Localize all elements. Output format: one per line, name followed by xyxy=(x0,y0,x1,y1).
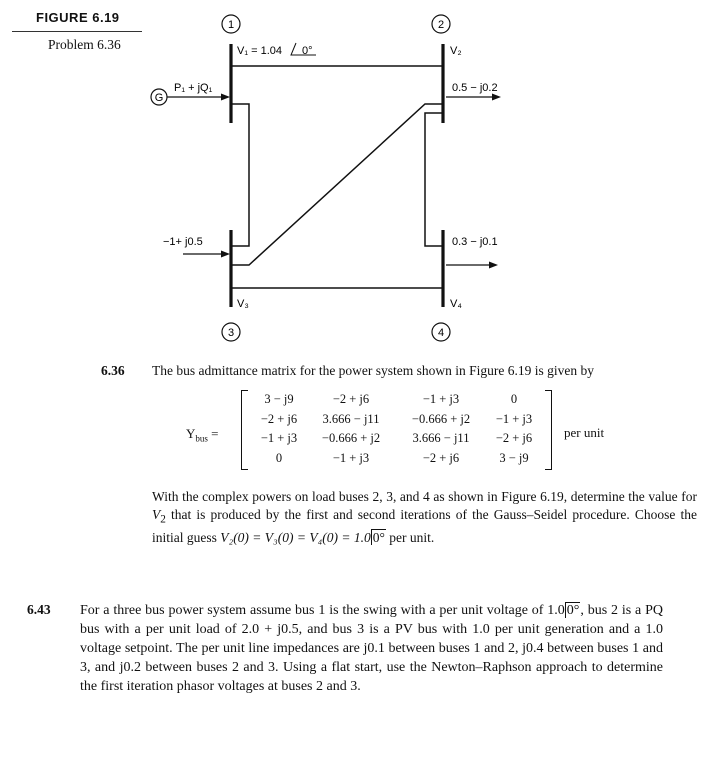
line-1-3 xyxy=(231,104,249,246)
bus-number-3 xyxy=(222,323,240,341)
label-v3: V₃ xyxy=(237,298,249,310)
generator-arrow-head xyxy=(221,94,230,101)
phasor-angle: 0° xyxy=(372,529,385,545)
figure-problem-reference: Problem 6.36 xyxy=(48,37,121,52)
matrix-cell: −2 + j6 xyxy=(495,431,533,446)
matrix-unit: per unit xyxy=(564,425,605,440)
matrix-right-bracket xyxy=(545,390,552,470)
label-load-2: 0.5 − j0.2 xyxy=(452,82,498,94)
line-2-4 xyxy=(425,113,443,246)
load-2-arrow-head xyxy=(492,94,501,101)
matrix-cell: 0 xyxy=(275,450,283,465)
matrix-cell: −1 + j3 xyxy=(332,450,370,465)
matrix-row xyxy=(250,429,540,449)
label-v4: V₄ xyxy=(450,298,462,310)
bus-number-2 xyxy=(432,15,450,33)
matrix-cell: 3.666 − j11 xyxy=(322,411,380,426)
power-system-diagram xyxy=(0,0,710,360)
injection-3-arrow-head xyxy=(221,251,230,258)
label-v1-angle: 0° xyxy=(302,45,313,57)
svg-text:2: 2 xyxy=(437,19,445,31)
matrix-cell: 3 − j9 xyxy=(499,450,529,465)
generator-symbol xyxy=(151,89,167,105)
problem-643-body: For a three bus power system assume bus 1 is the swing with a per unit voltage of 1.0 0°, bus 2 is a PQ bus with a per unit load of 2.0 + j0.5, and bus 3 is a PV bus with 1.0 per unit generation and a 1.0 voltage setpoint. The per unit line impedances are j0.1 between buses 1 and 2, j0.4 between buses 1 and 3, and j0.2 between buses 2 and 3. Using a flat start, use the Newton–Raphson approach to determine the first iteration phasor voltages at buses 2 and 3. xyxy=(80,603,663,694)
phasor-angle: 0° xyxy=(566,603,580,618)
problem-643-number: 6.43 xyxy=(27,602,51,617)
ybus-matrix xyxy=(250,390,540,468)
svg-text:1: 1 xyxy=(227,19,235,31)
problem-636-statement: The bus admittance matrix for the power system shown in Figure 6.19 is given by xyxy=(152,363,595,378)
matrix-row xyxy=(250,449,540,469)
matrix-cell: 0 xyxy=(510,392,518,407)
label-load-4: 0.3 − j0.1 xyxy=(452,236,498,248)
matrix-cell: −1 + j3 xyxy=(422,392,460,407)
matrix-cell: −1 + j3 xyxy=(260,431,298,446)
label-v1: V₁ = 1.04 xyxy=(237,45,282,57)
matrix-cell: 3 − j9 xyxy=(264,392,294,407)
figure-label: FIGURE 6.19 xyxy=(36,10,120,25)
matrix-cell: 3.666 − j11 xyxy=(412,431,470,446)
matrix-cell: −1 + j3 xyxy=(495,411,533,426)
load-4-arrow-head xyxy=(489,262,498,269)
bus-number-4 xyxy=(432,323,450,341)
label-v2: V₂ xyxy=(450,45,462,57)
svg-text:3: 3 xyxy=(227,327,235,339)
svg-text:G: G xyxy=(154,92,164,104)
matrix-cell: −2 + j6 xyxy=(260,411,298,426)
label-p1q1: P₁ + jQ₁ xyxy=(174,82,213,94)
bus-number-1 xyxy=(222,15,240,33)
matrix-cell: −0.666 + j2 xyxy=(411,411,471,426)
problem-636-body: With the complex powers on load buses 2, 3, and 4 as shown in Figure 6.19, determine the value for $V_2$ that is produced by the first and second iterations of the Gauss–Seidel procedure. Choose the initial guess V₂(0) = V₃(0) = V₄(0) = 1.0 0° per unit. xyxy=(152,489,697,545)
problem-636-number: 6.36 xyxy=(101,363,125,378)
matrix-row xyxy=(250,390,540,410)
svg-text:4: 4 xyxy=(437,327,445,339)
matrix-cell: −2 + j6 xyxy=(332,392,370,407)
line-2-3 xyxy=(231,104,443,265)
ybus-label: $Y_{bus}$ = xyxy=(186,426,219,444)
matrix-row xyxy=(250,410,540,430)
label-injection-3: −1+ j0.5 xyxy=(163,236,203,248)
matrix-cell: −0.666 + j2 xyxy=(321,431,381,446)
matrix-cell: −2 + j6 xyxy=(422,450,460,465)
matrix-left-bracket xyxy=(241,390,248,470)
